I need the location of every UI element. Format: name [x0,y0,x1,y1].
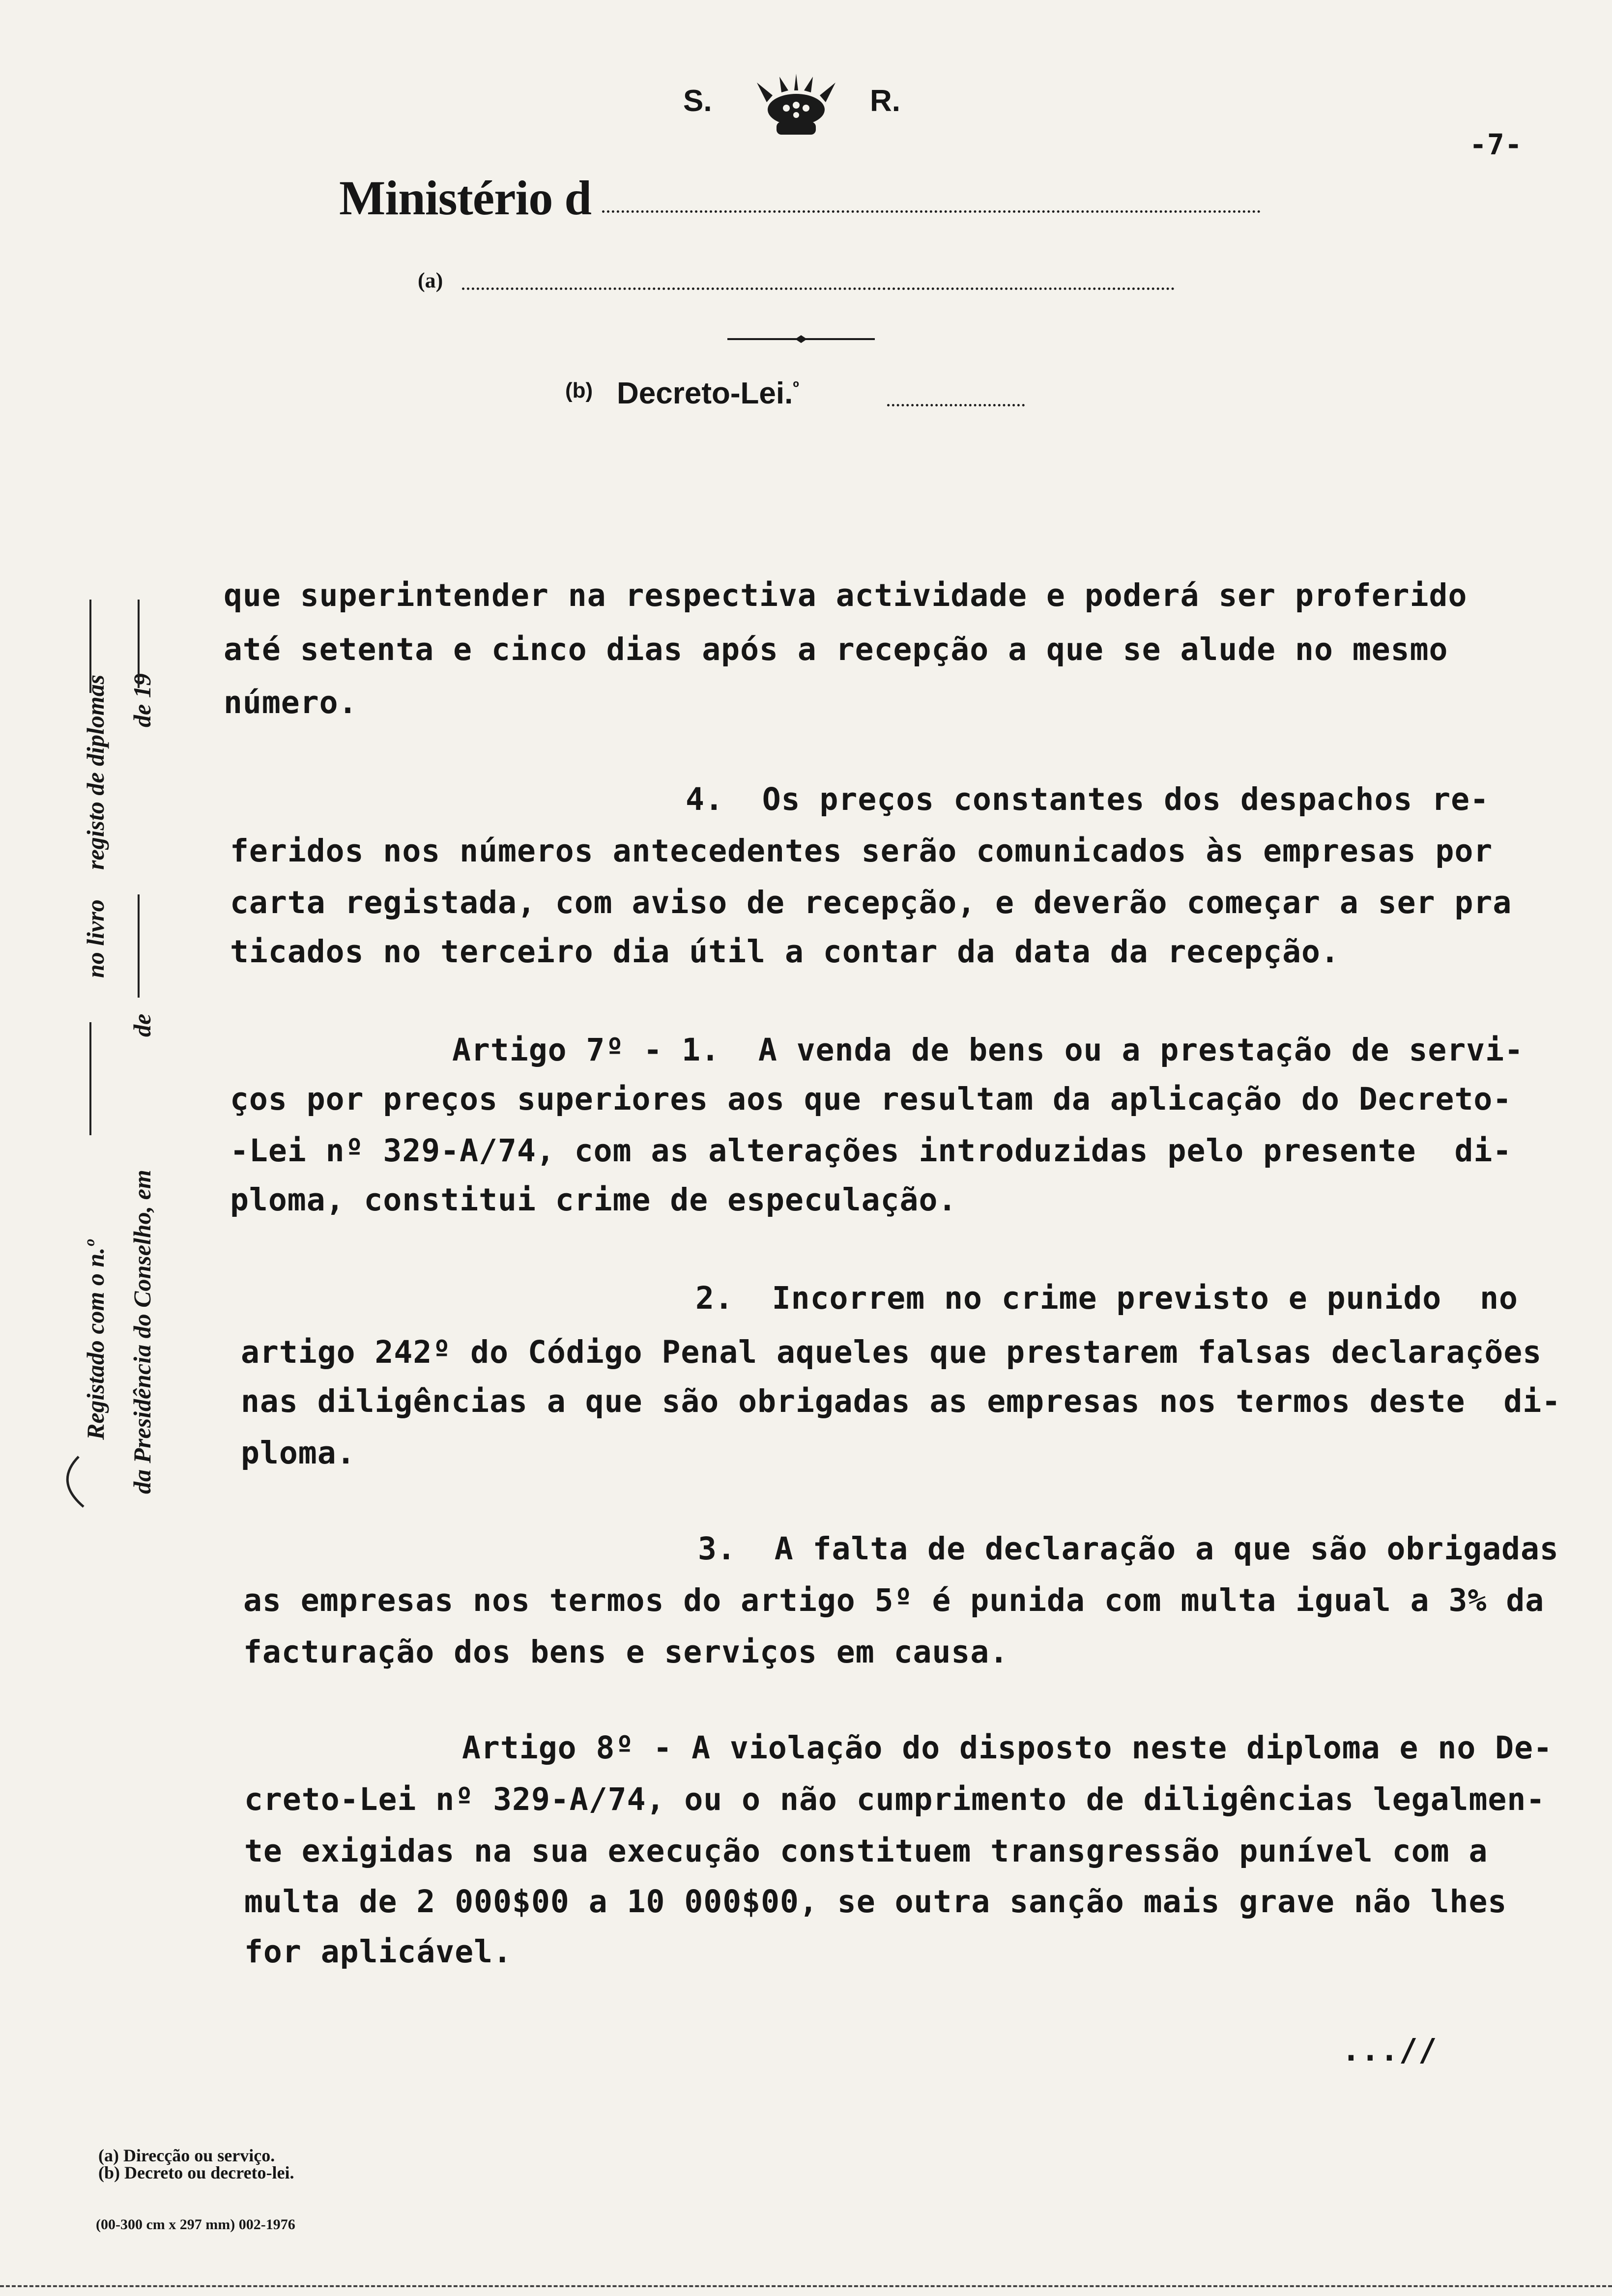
body-line-21: te exigidas na sua execução constituem transgressão punível com a [244,1833,1488,1869]
field-a-marker: (a) [418,268,443,292]
continuation-mark: ...// [1342,2032,1438,2068]
body-line-5: feridos nos números antecedentes serão comunicados às empresas por [230,833,1493,869]
body-line-3: número. [224,685,358,720]
margin-inner-line-2 [138,600,140,688]
decree-marker: (b) [565,378,593,402]
body-line-12: 2. Incorrem no crime previsto e punido no [695,1280,1518,1316]
scan-bottom-edge [0,2285,1612,2287]
body-line-14: nas diligências a que são obrigadas as empresas nos termos deste di- [241,1383,1561,1419]
footnote-b: (b) Decreto ou decreto-lei. [98,2163,294,2182]
body-line-8: Artigo 7º - 1. A venda de bens ou a prestação de servi- [452,1032,1524,1068]
margin-outer-text-3: registo de diplomas [82,674,109,870]
field-a-fill-line [462,287,1175,290]
decree-fill-line [887,404,1025,406]
decree-label-suffix: º [793,378,799,397]
coat-of-arms-emblem [747,73,845,142]
body-line-2: até setenta e cinco dias após a recepção a que se alude no mesmo [224,631,1448,667]
body-line-23: for aplicável. [244,1934,513,1970]
margin-outer-text: Registado com o n.º [82,1240,109,1440]
body-line-11: ploma, constitui crime de especulação. [230,1182,957,1218]
decree-label-text: Decreto-Lei. [617,376,793,410]
margin-inner-text: da Presidência do Conselho, em [128,1170,156,1494]
margin-outer-line-1 [89,1022,91,1135]
decree-label [617,376,799,411]
footnote-a: (a) Direcção ou serviço. [98,2146,275,2165]
margin-inner-text-3: de 19 [128,673,156,727]
print-code: (00-300 cm x 297 mm) 002-1976 [96,2216,295,2233]
body-line-1: que superintender na respectiva actividade e poderá ser proferido [224,577,1468,613]
margin-bracket [49,1455,88,1509]
header-letter-r: R. [870,84,900,118]
body-line-22: multa de 2 000$00 a 10 000$00, se outra sanção mais grave não lhes [244,1884,1507,1920]
body-line-16: 3. A falta de declaração a que são obrigadas [698,1531,1559,1567]
body-line-9: ços por preços superiores aos que resultam da aplicação do Decreto- [230,1081,1512,1117]
body-line-10: -Lei nº 329-A/74, com as alterações introduzidas pelo presente di- [230,1133,1512,1169]
body-line-18: facturação dos bens e serviços em causa. [243,1634,1009,1670]
body-line-17: as empresas nos termos do artigo 5º é punida com multa igual a 3% da [243,1582,1545,1618]
header-letter-s: S. [683,84,712,118]
body-line-20: creto-Lei nº 329-A/74, ou o não cumprimento de diligências legalmen- [244,1781,1546,1817]
body-line-6: carta registada, com aviso de recepção, e deverão começar a ser pra [230,885,1512,920]
ministry-fill-line [602,210,1261,213]
body-line-19: Artigo 8º - A violação do disposto neste diploma e no De- [462,1730,1553,1766]
margin-inner-line-1 [138,894,140,998]
body-line-4: 4. Os preços constantes dos despachos re- [686,781,1490,817]
body-line-13: artigo 242º do Código Penal aqueles que prestarem falsas declarações [241,1334,1542,1370]
body-line-15: ploma. [241,1435,356,1471]
ministry-title: Ministério d [339,171,591,225]
margin-outer-line-2 [89,600,91,693]
page-number: -7- [1469,128,1523,161]
margin-outer-text-2: no livro [82,899,109,978]
divider-ornament [727,335,875,343]
margin-inner-text-2: de [128,1013,156,1037]
body-line-7: ticados no terceiro dia útil a contar da data da recepção. [230,934,1340,970]
